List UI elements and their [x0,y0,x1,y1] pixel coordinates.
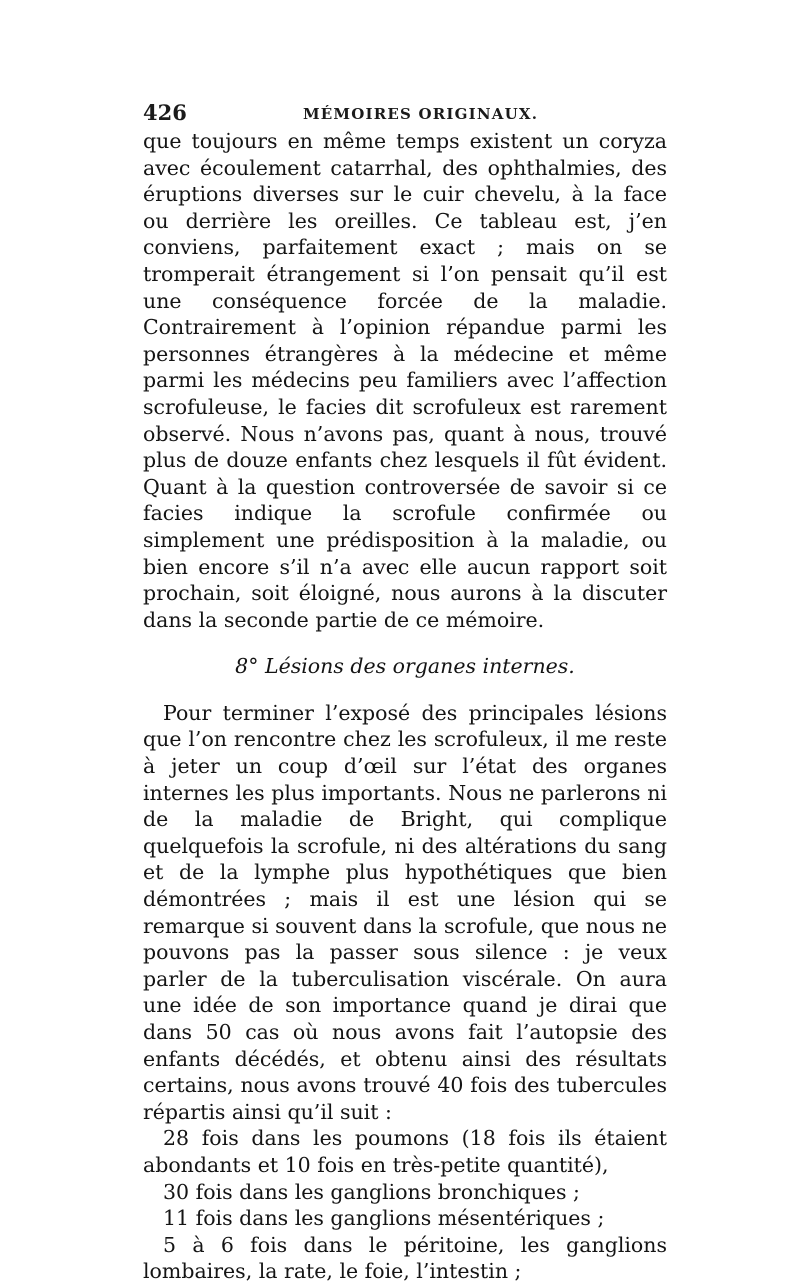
list-item: 5 à 6 fois dans le péritoine, les ganglions lombaires, la rate, le foie, l’intestin ; [143,1232,667,1284]
list-item: 30 fois dans les ganglions bronchiques ; [163,1179,580,1204]
list-item: 28 fois dans les poumons (18 fois ils étaient abondants et 10 fois en très-petite quantité), [143,1126,667,1177]
list-item: 11 fois dans les ganglions mésentériques ; [163,1206,605,1231]
tubercle-distribution-list [143,1125,667,1285]
page-number: 426 [143,100,187,125]
page-header [143,100,667,130]
body-text [143,128,667,1285]
running-title: MÉMOIRES ORIGINAUX. [303,105,539,123]
paragraph-continuation: que toujours en même temps existent un coryza avec écoulement catarrhal, des ophthalmies, des éruptions diverses sur le cuir chevelu, à la face ou derrière les oreilles. Ce tableau est, j’en conviens, parfaitement exact ; mais on se tromperait étrangement si l’on pensait qu’il est une conséquence forcée de la maladie. Contrairement à l’opinion répandue parmi les personnes étrangères à la médecine et même parmi les médecins peu familiers avec l’affection scrofuleuse, le facies dit scrofuleux est rarement observé. Nous n’avons pas, quant à nous, trouvé plus de douze enfants chez lesquels il fût évident. Quant à la question controversée de savoir si ce facies indique la scrofule confirmée ou simplement une prédisposition à la maladie, ou bien encore s’il n’a avec elle aucun rapport soit prochain, soit éloigné, nous aurons à la discuter dans la seconde partie de ce mémoire. [143,129,667,632]
section-heading: 8° Lésions des organes internes. [235,654,575,679]
paragraph-internal-organs: Pour terminer l’exposé des principales lésions que l’on rencontre chez les scrofuleux, il me reste à jeter un coup d’œil sur l’état des organes internes les plus importants. Nous ne parlerons ni de la maladie de Bright, qui complique quelquefois la scrofule, ni des altérations du sang et de la lymphe plus hypothétiques que bien démontrées ; mais il est une lésion qui se remarque si souvent dans la scrofule, que nous ne pouvons pas la passer sous silence : je veux parler de la tuberculisation viscérale. On aura une idée de son importance quand je dirai que dans 50 cas où nous avons fait l’autopsie des enfants décédés, et obtenu ainsi des résultats certains, nous avons trouvé 40 fois des tubercules répartis ainsi qu’il suit : [143,700,667,1124]
